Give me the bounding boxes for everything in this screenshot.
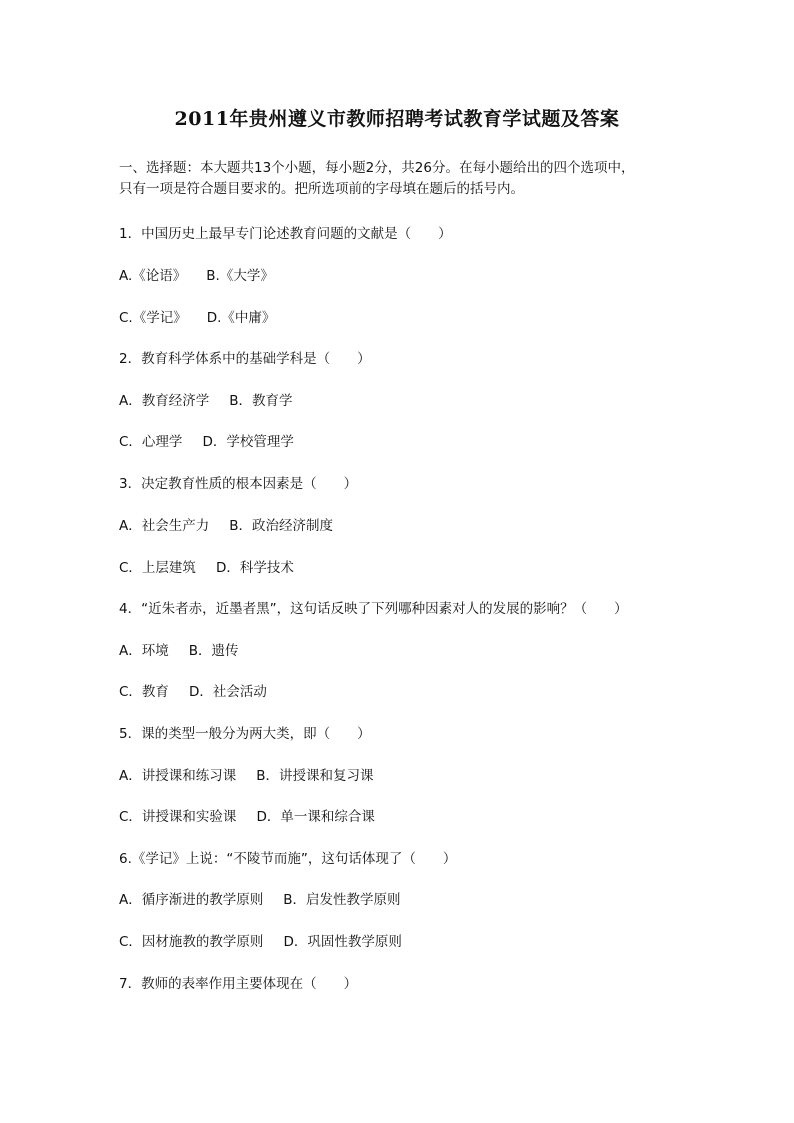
- q6-option-b: B．启发性教学原则: [283, 892, 401, 908]
- question-2-stem: 2．教育科学体系中的基础学科是（ ）: [119, 351, 371, 367]
- q1-option-c: C.《学记》: [119, 310, 187, 326]
- q5-option-c: C．讲授课和实验课: [119, 809, 237, 825]
- intro-line-2: 只有一项是符合题目要求的。把所选项前的字母填在题后的括号内。: [119, 181, 524, 197]
- q3-option-d: D．科学技术: [215, 560, 294, 576]
- question-1-options-cd: [119, 306, 275, 326]
- intro-line-1: 一、选择题：本大题共13个小题，每小题2分，共26分。在每小题给出的四个选项中，: [119, 160, 635, 176]
- question-6-stem: 6.《学记》上说：“不陵节而施”，这句话体现了（ ）: [119, 851, 457, 867]
- question-4-options-ab: [119, 639, 239, 659]
- question-6-options-cd: [119, 930, 402, 950]
- question-7-stem: 7．教师的表率作用主要体现在（ ）: [119, 976, 358, 992]
- q3-option-b: B．政治经济制度: [229, 518, 334, 534]
- q3-option-a: A．社会生产力: [119, 518, 210, 534]
- question-5-stem: 5．课的类型一般分为两大类，即（ ）: [119, 726, 371, 742]
- question-3-stem: 3．决定教育性质的根本因素是（ ）: [119, 476, 358, 492]
- q4-option-a: A．环境: [119, 643, 169, 659]
- q3-option-c: C．上层建筑: [119, 560, 196, 576]
- q2-option-a: A．教育经济学: [119, 393, 210, 409]
- q6-option-d: D．巩固性教学原则: [283, 934, 402, 950]
- q4-option-d: D．社会活动: [188, 684, 267, 700]
- q4-option-b: B．遗传: [188, 643, 239, 659]
- q5-option-a: A．讲授课和练习课: [119, 768, 237, 784]
- q6-option-a: A．循序渐进的教学原则: [119, 892, 264, 908]
- q1-option-b: B.《大学》: [206, 268, 274, 284]
- question-6-options-ab: [119, 888, 401, 908]
- q5-option-d: D．单一课和综合课: [256, 809, 375, 825]
- question-4-stem: 4．“近朱者赤，近墨者黑”，这句话反映了下列哪种因素对人的发展的影响？（ ）: [119, 601, 628, 617]
- q2-option-b: B．教育学: [229, 393, 293, 409]
- question-3-options-cd: [119, 556, 294, 576]
- document-title: 2011年贵州遵义市教师招聘考试教育学试题及答案: [174, 108, 620, 130]
- question-2-options-cd: [119, 430, 294, 450]
- q4-option-c: C．教育: [119, 684, 169, 700]
- section-intro: [119, 158, 679, 200]
- question-5-options-ab: [119, 764, 374, 784]
- question-1-stem: 1．中国历史上最早专门论述教育问题的文献是（ ）: [119, 226, 452, 242]
- q2-option-d: D．学校管理学: [202, 434, 294, 450]
- q1-option-d: D.《中庸》: [206, 310, 276, 326]
- q5-option-b: B．讲授课和复习课: [256, 768, 374, 784]
- q2-option-c: C．心理学: [119, 434, 183, 450]
- question-2-options-ab: [119, 389, 293, 409]
- q1-option-a: A.《论语》: [119, 268, 187, 284]
- question-3-options-ab: [119, 514, 333, 534]
- question-4-options-cd: [119, 680, 267, 700]
- q6-option-c: C．因材施教的教学原则: [119, 934, 264, 950]
- question-1-options-ab: [119, 264, 274, 284]
- question-5-options-cd: [119, 805, 375, 825]
